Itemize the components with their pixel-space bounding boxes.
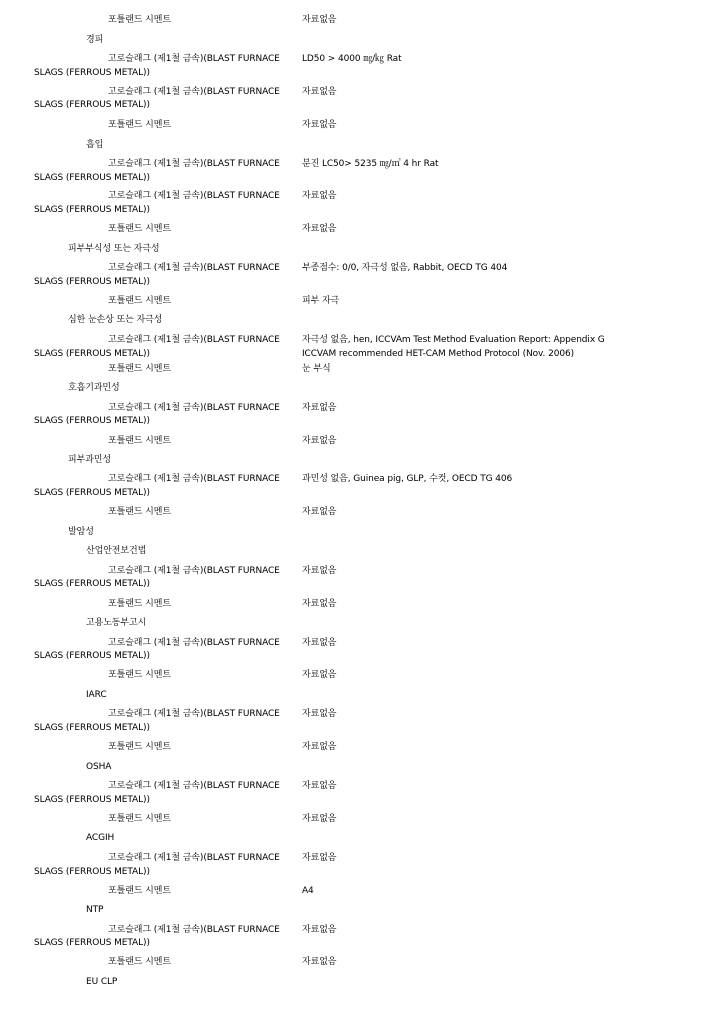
substance-name-cont: SLAGS (FERROUS METAL)) bbox=[34, 68, 150, 78]
value-text: 부종점수: 0/0, 자극성 없음, Rabbit, OECD TG 404 bbox=[302, 263, 508, 273]
subsection-heading: EU CLP bbox=[86, 977, 118, 987]
substance-name: 포틀랜드 시멘트 bbox=[108, 364, 171, 374]
substance-name-cont: SLAGS (FERROUS METAL)) bbox=[34, 349, 150, 359]
route-heading: 흡입 bbox=[86, 140, 104, 150]
section-heading: 심한 눈손상 또는 자극성 bbox=[68, 315, 163, 325]
substance-name-cont: SLAGS (FERROUS METAL)) bbox=[34, 867, 150, 877]
substance-name: 포틀랜드 시멘트 bbox=[108, 436, 171, 446]
substance-name-cont: SLAGS (FERROUS METAL)) bbox=[34, 416, 150, 426]
section-heading: 피부과민성 bbox=[68, 455, 111, 465]
value-text: 자료없음 bbox=[302, 403, 337, 413]
value-text: 자료없음 bbox=[302, 15, 337, 25]
substance-name-cont: SLAGS (FERROUS METAL)) bbox=[34, 173, 150, 183]
route-heading: 경피 bbox=[86, 35, 104, 45]
value-text: A4 bbox=[302, 886, 314, 896]
substance-name: 고로슬래그 (제1철 금속)(BLAST FURNACE bbox=[108, 853, 280, 863]
substance-name: 고로슬래그 (제1철 금속)(BLAST FURNACE bbox=[108, 263, 280, 273]
substance-name-cont: SLAGS (FERROUS METAL)) bbox=[34, 723, 150, 733]
substance-name-cont: SLAGS (FERROUS METAL)) bbox=[34, 938, 150, 948]
substance-name: 고로슬래그 (제1철 금속)(BLAST FURNACE bbox=[108, 781, 280, 791]
substance-name: 포틀랜드 시멘트 bbox=[108, 224, 171, 234]
substance-name: 포틀랜드 시멘트 bbox=[108, 814, 171, 824]
substance-name-cont: SLAGS (FERROUS METAL)) bbox=[34, 277, 150, 287]
value-text: 자료없음 bbox=[302, 224, 337, 234]
value-text: 피부 자극 bbox=[302, 296, 340, 306]
value-text: 자료없음 bbox=[302, 853, 337, 863]
substance-name: 고로슬래그 (제1철 금속)(BLAST FURNACE bbox=[108, 159, 280, 169]
value-text-cont: ICCVAM recommended HET-CAM Method Protocol (Nov. 2006) bbox=[302, 349, 574, 359]
value-text: 자료없음 bbox=[302, 742, 337, 752]
value-text: 자료없음 bbox=[302, 599, 337, 609]
substance-name: 포틀랜드 시멘트 bbox=[108, 296, 171, 306]
substance-name: 고로슬래그 (제1철 금속)(BLAST FURNACE bbox=[108, 638, 280, 648]
value-text: 눈 부식 bbox=[302, 364, 331, 374]
subsection-heading: IARC bbox=[86, 690, 107, 700]
value-text: 자료없음 bbox=[302, 507, 337, 517]
substance-name-cont: SLAGS (FERROUS METAL)) bbox=[34, 205, 150, 215]
subsection-heading: 고용노동부고시 bbox=[86, 618, 147, 628]
value-text: 자료없음 bbox=[302, 566, 337, 576]
value-text: 자료없음 bbox=[302, 670, 337, 680]
value-text: 자료없음 bbox=[302, 925, 337, 935]
substance-name-cont: SLAGS (FERROUS METAL)) bbox=[34, 795, 150, 805]
substance-name-cont: SLAGS (FERROUS METAL)) bbox=[34, 488, 150, 498]
value-text: 자극성 없음, hen, ICCVAm Test Method Evaluation Report: Appendix G bbox=[302, 335, 605, 345]
substance-name: 포틀랜드 시멘트 bbox=[108, 120, 171, 130]
value-text: 분진 LC50> 5235 ㎎/㎥ 4 hr Rat bbox=[302, 159, 439, 169]
substance-name: 고로슬래그 (제1철 금속)(BLAST FURNACE bbox=[108, 403, 280, 413]
substance-name: 포틀랜드 시멘트 bbox=[108, 742, 171, 752]
value-text: 자료없음 bbox=[302, 814, 337, 824]
value-text: 자료없음 bbox=[302, 120, 337, 130]
value-text: 자료없음 bbox=[302, 87, 337, 97]
substance-name: 고로슬래그 (제1철 금속)(BLAST FURNACE bbox=[108, 54, 280, 64]
substance-name-cont: SLAGS (FERROUS METAL)) bbox=[34, 651, 150, 661]
substance-name: 고로슬래그 (제1철 금속)(BLAST FURNACE bbox=[108, 925, 280, 935]
value-text: 자료없음 bbox=[302, 709, 337, 719]
substance-name: 고로슬래그 (제1철 금속)(BLAST FURNACE bbox=[108, 566, 280, 576]
section-heading: 발암성 bbox=[68, 527, 94, 537]
substance-name: 고로슬래그 (제1철 금속)(BLAST FURNACE bbox=[108, 87, 280, 97]
substance-name-cont: SLAGS (FERROUS METAL)) bbox=[34, 100, 150, 110]
subsection-heading: 산업안전보건법 bbox=[86, 546, 147, 556]
substance-name: 포틀랜드 시멘트 bbox=[108, 886, 171, 896]
subsection-heading: OSHA bbox=[86, 762, 112, 772]
substance-name: 포틀랜드 시멘트 bbox=[108, 957, 171, 967]
substance-name: 포틀랜드 시멘트 bbox=[108, 599, 171, 609]
value-text: 자료없음 bbox=[302, 957, 337, 967]
substance-name: 포틀랜드 시멘트 bbox=[108, 670, 171, 680]
value-text: 자료없음 bbox=[302, 191, 337, 201]
value-text: 자료없음 bbox=[302, 436, 337, 446]
substance-name: 고로슬래그 (제1철 금속)(BLAST FURNACE bbox=[108, 474, 280, 484]
substance-name: 포틀랜드 시멘트 bbox=[108, 507, 171, 517]
value-text: 자료없음 bbox=[302, 781, 337, 791]
substance-name-cont: SLAGS (FERROUS METAL)) bbox=[34, 579, 150, 589]
subsection-heading: ACGIH bbox=[86, 833, 115, 843]
substance-name: 포틀랜드 시멘트 bbox=[108, 15, 171, 25]
value-text: 자료없음 bbox=[302, 638, 337, 648]
substance-name: 고로슬래그 (제1철 금속)(BLAST FURNACE bbox=[108, 191, 280, 201]
section-heading: 호흡기과민성 bbox=[68, 383, 120, 393]
value-text: 과민성 없음, Guinea pig, GLP, 수컷, OECD TG 406 bbox=[302, 474, 513, 484]
section-heading: 피부부식성 또는 자극성 bbox=[68, 244, 160, 254]
substance-name: 고로슬래그 (제1철 금속)(BLAST FURNACE bbox=[108, 709, 280, 719]
subsection-heading: NTP bbox=[86, 905, 104, 915]
value-text: LD50 > 4000 ㎎/㎏ Rat bbox=[302, 54, 402, 64]
substance-name: 고로슬래그 (제1철 금속)(BLAST FURNACE bbox=[108, 335, 280, 345]
